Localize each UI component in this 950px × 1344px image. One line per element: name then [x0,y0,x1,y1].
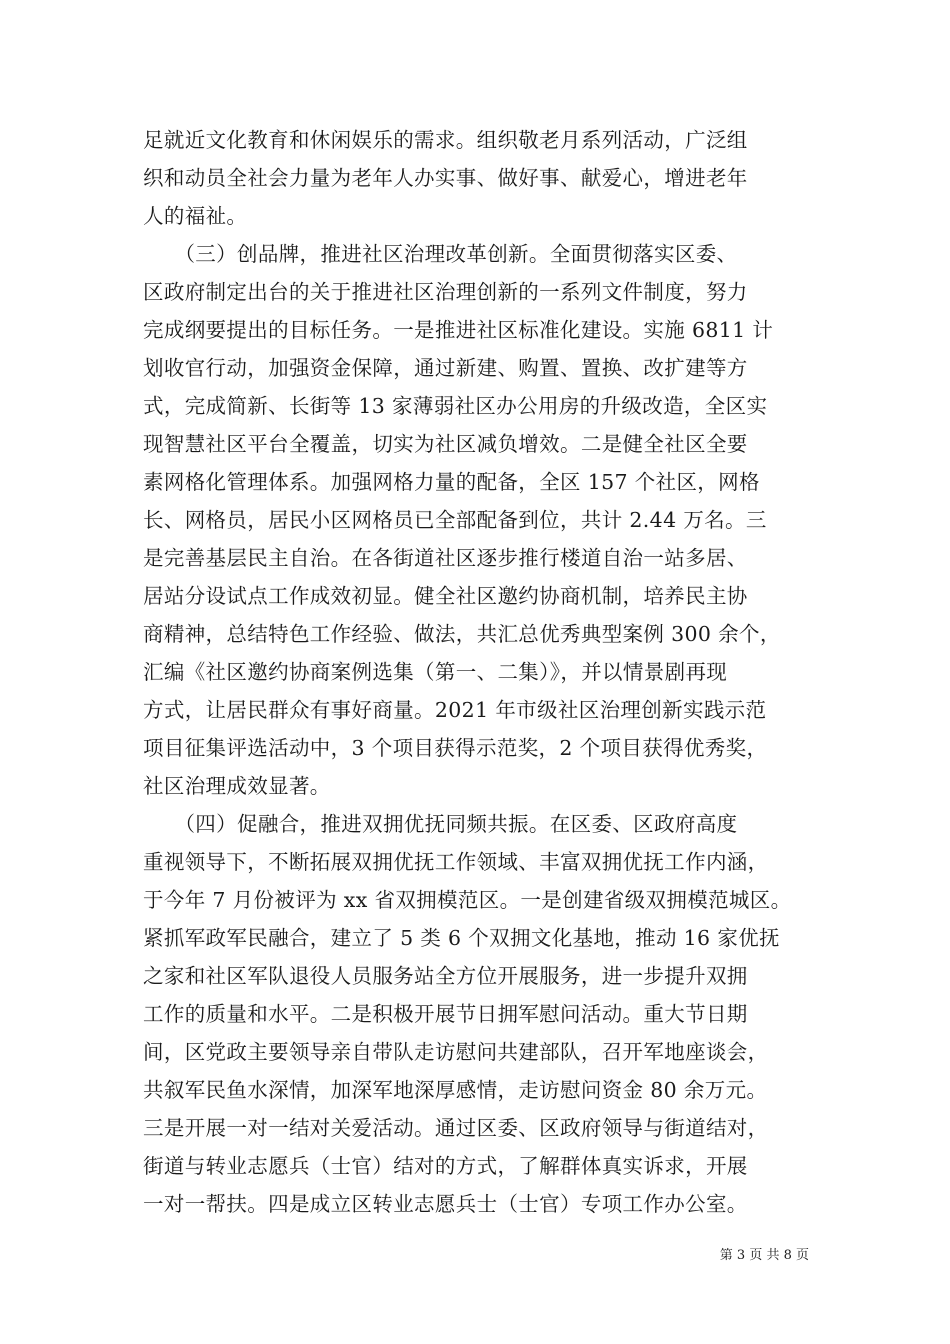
text-line: 是完善基层民主自治。在各街道社区逐步推行楼道自治一站多居、 [143,546,748,570]
text-line: （三）创品牌，推进社区治理改革创新。全面贯彻落实区委、 [143,242,738,266]
text-line: 汇编《社区邀约协商案例选集（第一、二集）》，并以情景剧再现 [143,660,728,684]
text-line: 社区治理成效显著。 [143,774,331,798]
text-line: 织和动员全社会力量为老年人办实事、做好事、献爱心，增进老年 [143,166,748,190]
page-footer [0,1248,950,1264]
text-line: 区政府制定出台的关于推进社区治理创新的一系列文件制度，努力 [143,280,748,304]
text-line: 式，完成简新、长街等 13 家薄弱社区办公用房的升级改造，全区实 [143,394,768,418]
text-line: 现智慧社区平台全覆盖，切实为社区减负增效。二是健全社区全要 [143,432,748,456]
text-line: 一对一帮扶。四是成立区转业志愿兵士（士官）专项工作办公室。 [143,1192,748,1216]
text-line: 之家和社区军队退役人员服务站全方位开展服务，进一步提升双拥 [143,964,748,988]
text-line: 方式，让居民群众有事好商量。2021 年市级社区治理创新实践示范 [143,698,767,722]
text-line: 素网格化管理体系。加强网格力量的配备，全区 157 个社区，网格 [143,470,760,494]
text-line: 长、网格员，居民小区网格员已全部配备到位，共计 2.44 万名。三 [143,508,767,532]
text-line: 紧抓军政军民融合，建立了 5 类 6 个双拥文化基地，推动 16 家优抚 [143,926,780,950]
text-line: 三是开展一对一结对关爱活动。通过区委、区政府领导与街道结对， [143,1116,769,1140]
text-line: 划收官行动，加强资金保障，通过新建、购置、置换、改扩建等方 [143,356,748,380]
text-line: 人的福祉。 [143,204,248,228]
text-line: 街道与转业志愿兵（士官）结对的方式，了解群体真实诉求，开展 [143,1154,748,1178]
text-line: 完成纲要提出的目标任务。一是推进社区标准化建设。实施 6811 计 [143,318,774,342]
text-line: 共叙军民鱼水深情，加深军地深厚感情，走访慰问资金 80 余万元。 [143,1078,768,1102]
text-line: 间，区党政主要领导亲自带队走访慰问共建部队，召开军地座谈会， [143,1040,769,1064]
page-number: 第 3 页 共 8 页 [719,1248,809,1263]
text-line: 重视领导下，不断拓展双拥优抚工作领域、丰富双拥优抚工作内涵， [143,850,769,874]
text-line: 足就近文化教育和休闲娱乐的需求。组织敬老月系列活动，广泛组 [143,128,748,152]
text-line: 工作的质量和水平。二是积极开展节日拥军慰问活动。重大节日期 [143,1002,748,1026]
text-line: 项目征集评选活动中，3 个项目获得示范奖，2 个项目获得优秀奖， [143,736,768,760]
text-line: 商精神，总结特色工作经验、做法，共汇总优秀典型案例 300 余个， [143,622,781,646]
text-line: （四）促融合，推进双拥优抚同频共振。在区委、区政府高度 [143,812,738,836]
text-line: 居站分设试点工作成效初显。健全社区邀约协商机制，培养民主协 [143,584,748,608]
text-line: 于今年 7 月份被评为 xx 省双拥模范区。一是创建省级双拥模范城区。 [143,888,792,912]
